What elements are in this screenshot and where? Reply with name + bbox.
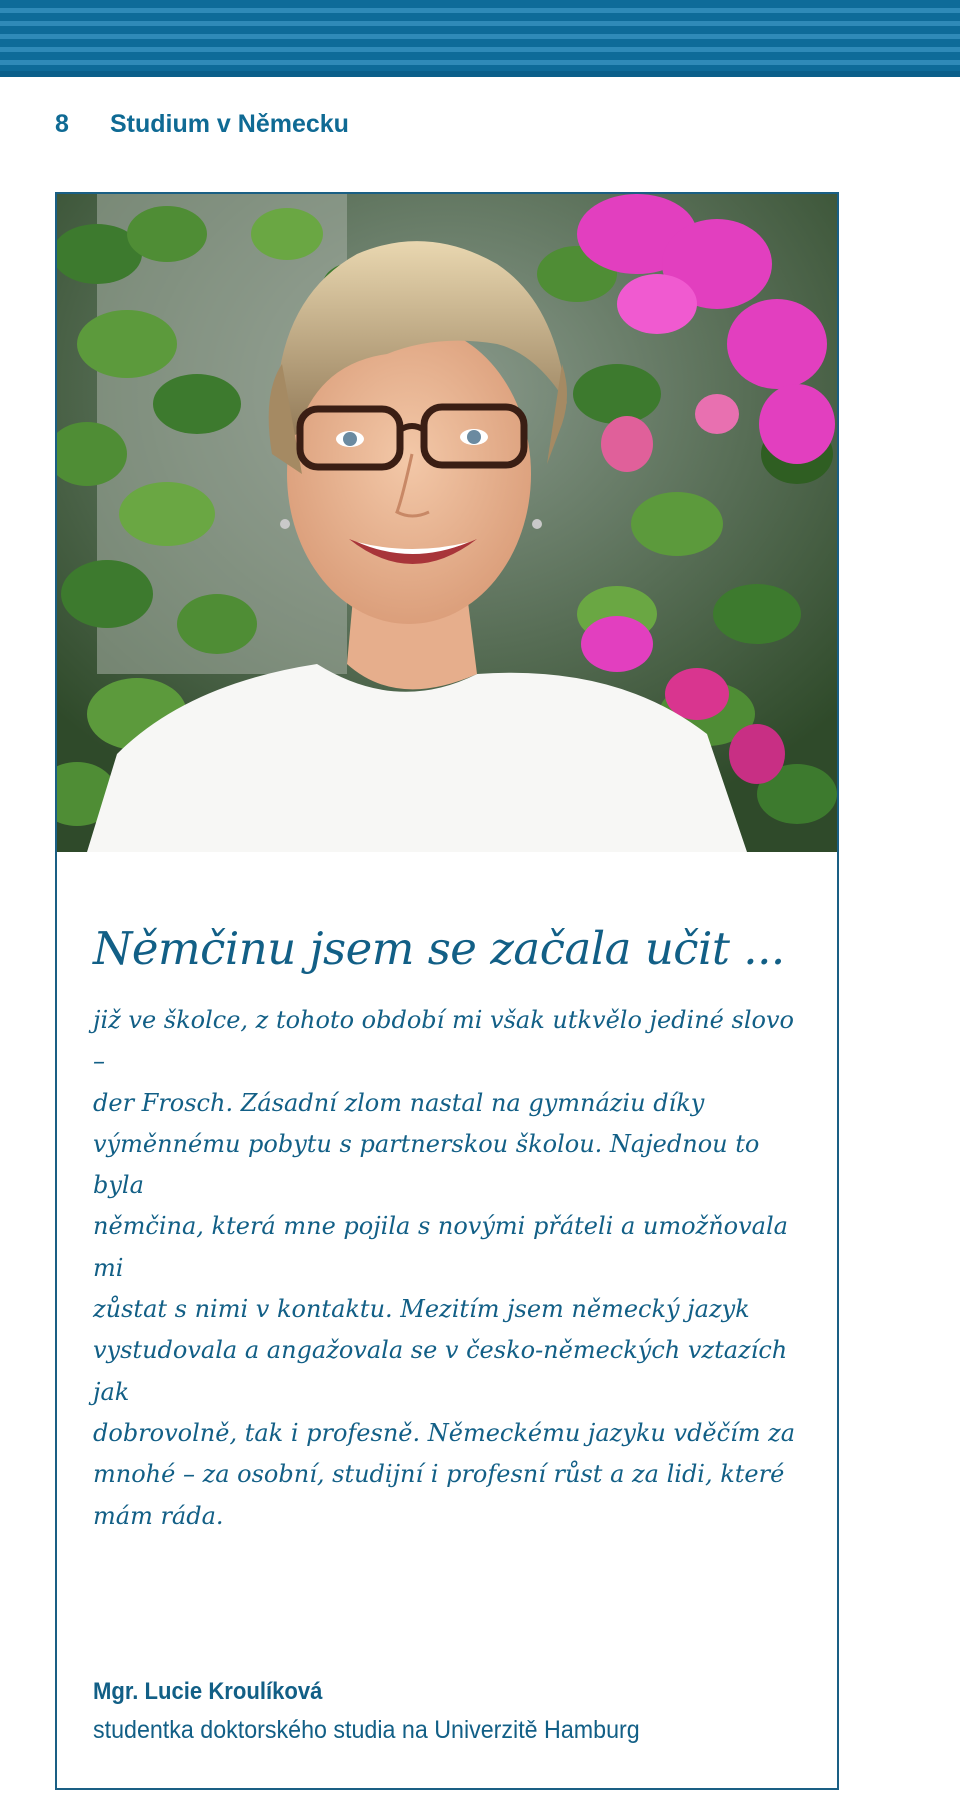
body-line: zůstat s nimi v kontaktu. Mezitím jsem německý jazyk: [93, 1295, 750, 1324]
body-line: vystudovala a angažovala se v česko-německých vztazích jak: [93, 1336, 788, 1406]
testimonial-card: [55, 192, 839, 1790]
article-body: [93, 1000, 813, 1537]
page-number: 8: [55, 110, 69, 138]
header-stripes: [0, 0, 960, 77]
body-line: výměnnému pobytu s partnerskou školou. Najednou to byla: [93, 1129, 760, 1200]
portrait-photo: [57, 194, 837, 852]
body-line: němčina, která mne pojila s novými přáteli a umožňovala mi: [93, 1212, 788, 1282]
body-line: již ve školce, z tohoto období mi však utkvělo jediné slovo –: [93, 1006, 794, 1076]
running-header: [55, 110, 349, 139]
body-line: mám ráda.: [93, 1501, 224, 1530]
author-name: Mgr. Lucie Kroulíková: [93, 1678, 323, 1705]
body-line: der Frosch. Zásadní zlom nastal na gymnáziu díky: [93, 1088, 705, 1117]
section-title: Studium v Německu: [110, 110, 349, 138]
body-line: dobrovolně, tak i profesně. Německému jazyku vděčím za: [93, 1418, 796, 1447]
author-role: studentka doktorského studia na Univerzitě Hamburg: [93, 1716, 640, 1744]
body-line: mnohé – za osobní, studijní i profesní růst a za lidi, které: [93, 1460, 785, 1489]
article-heading: Němčinu jsem se začala učit ...: [93, 922, 785, 975]
